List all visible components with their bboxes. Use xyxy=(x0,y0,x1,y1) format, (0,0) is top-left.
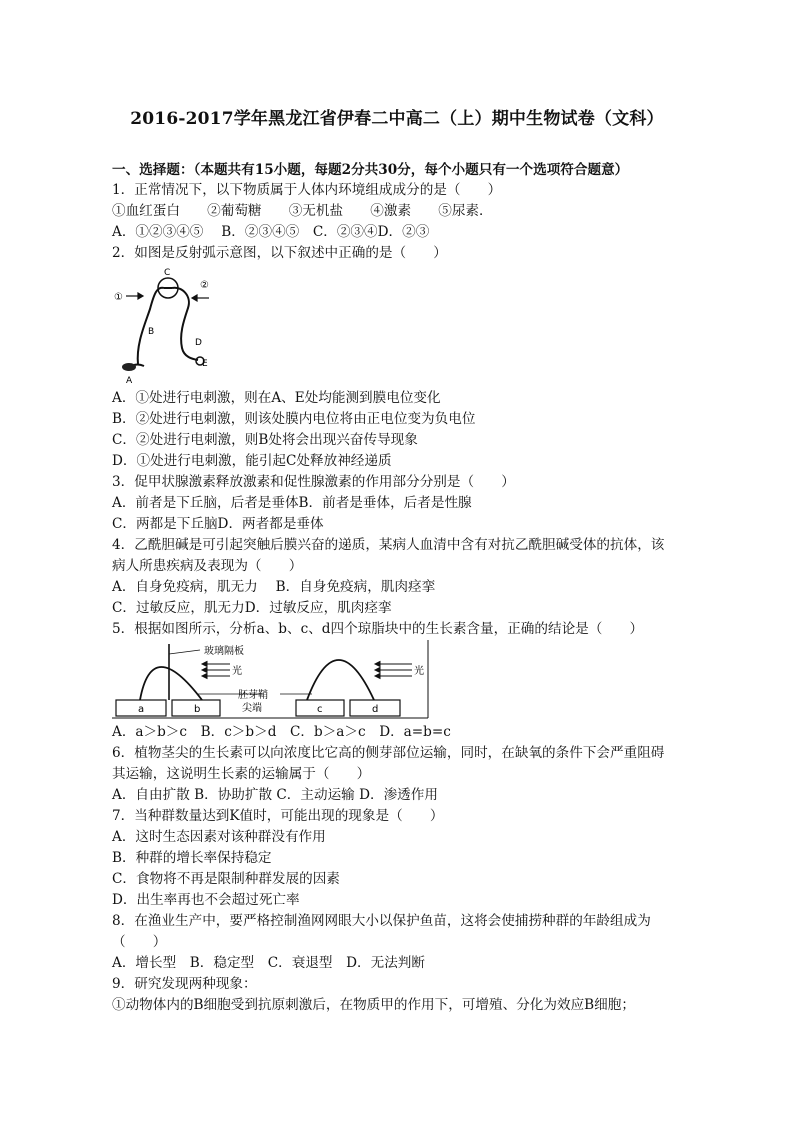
label-coleoptile: 胚芽鞘 xyxy=(238,690,268,701)
q1-items: ①血红蛋白 ②葡萄糖 ③无机盐 ④激素 ⑤尿素． xyxy=(112,203,493,219)
q3-options-cd: C．两都是下丘脑D．两者都是垂体 xyxy=(112,516,324,532)
q2-option-a: A．①处进行电刺激，则在A、E处均能测到膜电位变化 xyxy=(112,390,441,406)
label-block-a: a xyxy=(138,704,145,715)
q7-option-a: A．这时生态因素对该种群没有作用 xyxy=(112,829,326,845)
q1-options: A．①②③④⑤ B．②③④⑤ C．②③④D．②③ xyxy=(112,224,430,240)
label-tip: 尖端 xyxy=(242,703,262,714)
q6-stem-line2: 其运输，这说明生长素的运输属于（ ） xyxy=(112,766,371,782)
q2-option-b: B．②处进行电刺激，则该处膜内电位将由正电位变为负电位 xyxy=(112,411,476,427)
q4-stem-line1: 4．乙酰胆碱是可引起突触后膜兴奋的递质，某病人血清中含有对抗乙酰胆碱受体的抗体，该 xyxy=(112,537,665,553)
q3-stem: 3．促甲状腺激素释放激素和促性腺激素的作用部分分别是（ ） xyxy=(112,474,515,490)
q7-option-b: B．种群的增长率保持稳定 xyxy=(112,850,272,866)
q9-stem: 9．研究发现两种现象： xyxy=(112,976,257,992)
q7-option-c: C．食物将不再是限制种群发展的因素 xyxy=(112,871,340,887)
q6-stem-line1: 6．植物茎尖的生长素可以向浓度比它高的侧芽部位运输，同时，在缺氧的条件下会严重阻碍 xyxy=(112,745,665,761)
right-coleoptile-shape xyxy=(307,660,374,700)
label-block-c: c xyxy=(317,704,323,715)
q1-stem: 1．正常情况下，以下物质属于人体内环境组成成分的是（ ） xyxy=(112,182,502,198)
label-block-d: d xyxy=(372,704,379,715)
q7-option-d: D．出生率再也不会超过死亡率 xyxy=(112,892,300,908)
q8-stem-line1: 8．在渔业生产中，要严格控制渔网网眼大小以保护鱼苗，这将会使捕捞种群的年龄组成为 xyxy=(112,913,651,929)
q3-options-ab: A．前者是下丘脑，后者是垂体B．前者是垂体，后者是性腺 xyxy=(112,495,472,511)
receptor-a-shape xyxy=(122,363,136,371)
q5-options: A．a＞b＞c B．c＞b＞d C．b＞a＞c D．a=b=c xyxy=(112,724,451,740)
label-two: ② xyxy=(200,280,209,291)
q8-options: A．增长型 B．稳定型 C．衰退型 D．无法判断 xyxy=(112,955,425,971)
label-a: A xyxy=(126,376,133,386)
q8-stem-line2: （ ） xyxy=(112,934,167,950)
q2-option-d: D．①处进行电刺激，能引起C处释放神经递质 xyxy=(112,453,392,469)
q4-options-cd: C．过敏反应，肌无力D．过敏反应，肌肉痉挛 xyxy=(112,600,392,616)
q2-option-c: C．②处进行电刺激，则B处将会出现兴奋传导现象 xyxy=(112,432,418,448)
section-heading: 一、选择题：（本题共有15小题，每题2分共30分，每个小题只有一个选项符合题意） xyxy=(112,162,629,178)
q4-stem-line2: 病人所患疾病及表现为（ ） xyxy=(112,558,303,574)
q5-stem: 5．根据如图所示，分析a、b、c、d四个琼脂块中的生长素含量，正确的结论是（ ） xyxy=(112,621,644,637)
label-light-left: 光 xyxy=(232,666,242,677)
label-light-right: 光 xyxy=(414,666,424,677)
label-d: D xyxy=(195,338,202,348)
q7-stem: 7．当种群数量达到K值时，可能出现的现象是（ ） xyxy=(112,808,444,824)
label-glass: 玻璃隔板 xyxy=(204,646,244,657)
q6-options: A．自由扩散 B．协助扩散 C．主动运输 D．渗透作用 xyxy=(112,787,438,803)
q4-options-ab: A．自身免疫病，肌无力 B．自身免疫病，肌肉痉挛 xyxy=(112,579,436,595)
q2-stem: 2．如图是反射弧示意图，以下叙述中正确的是（ ） xyxy=(112,245,447,261)
auxin-experiment-figure xyxy=(112,640,432,720)
label-b: B xyxy=(148,327,155,337)
q9-item-1: ①动物体内的B细胞受到抗原刺激后，在物质甲的作用下，可增殖、分化为效应B细胞； xyxy=(112,997,635,1013)
left-coleoptile-shape xyxy=(140,667,202,700)
label-e: E xyxy=(202,359,208,369)
label-c: C xyxy=(164,268,171,278)
label-one: ① xyxy=(114,292,123,303)
page-title: 2016-2017学年黑龙江省伊春二中高二（上）期中生物试卷（文科） xyxy=(130,109,664,129)
label-block-b: b xyxy=(194,704,201,715)
reflex-arc-figure xyxy=(112,264,212,386)
